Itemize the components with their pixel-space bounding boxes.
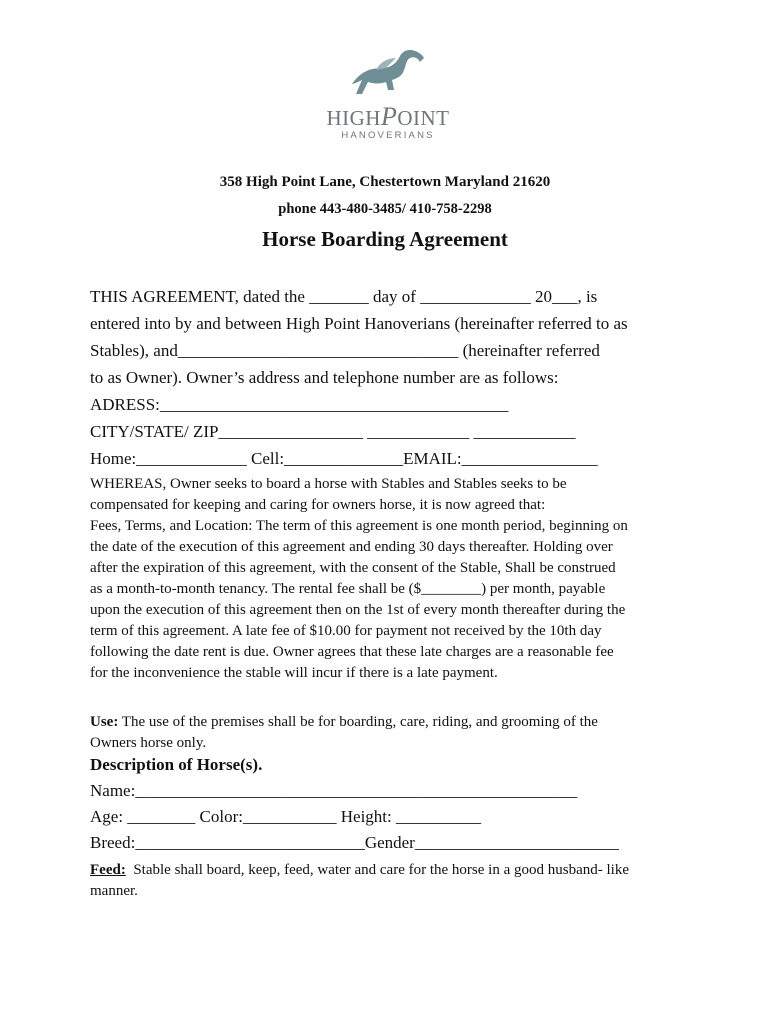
high-point-logo [318,44,458,144]
use-clause [90,714,598,731]
intro-line: Stables), and_________________________________ (hereinafter referred [90,341,600,360]
feed-clause-line2: manner. [90,883,138,899]
feed-label: Feed: [90,862,126,878]
whereas-line: compensated for keeping and caring for owners horse, it is now agreed that: [90,497,546,513]
address-field-line: ADRESS:_________________________________________ [90,395,509,414]
horse-logo-icon [346,44,430,104]
intro-line: THIS AGREEMENT, dated the _______ day of _____________ 20___, is [90,287,598,306]
whereas-line: the date of the execution of this agreement and ending 30 days thereafter. Holding over [90,539,613,555]
logo-wordmark: HIGHPOINT [326,102,450,131]
intro-line: to as Owner). Owner’s address and telephone number are as follows: [90,368,559,387]
whereas-line: Fees, Terms, and Location: The term of this agreement is one month period, beginning on [90,518,628,534]
intro-line: entered into by and between High Point Hanoverians (hereinafter referred to as [90,314,628,333]
page-title: Horse Boarding Agreement [262,227,508,251]
whereas-line: upon the execution of this agreement then on the 1st of every month thereafter during the [90,602,626,618]
contact-line: Home:_____________ Cell:______________EMAIL:________________ [90,449,598,468]
whereas-line: following the date rent is due. Owner agrees that these late charges are a reasonable fee [90,644,614,660]
whereas-line: for the inconvenience the stable will incur if there is a late payment. [90,665,498,681]
whereas-line: after the expiration of this agreement, with the consent of the Stable, Shall be construed [90,560,616,576]
stable-phone: phone 443-480-3485/ 410-758-2298 [278,201,492,217]
stable-address: 358 High Point Lane, Chestertown Maryland 21620 [219,174,551,190]
use-clause-line2: Owners horse only. [90,735,207,751]
horse-breed-gender-line: Breed:___________________________Gender________________________ [90,833,619,852]
horse-age-color-height-line: Age: ________ Color:___________ Height: __________ [90,807,481,826]
whereas-line: WHEREAS, Owner seeks to board a horse with Stables and Stables seeks to be [90,476,567,492]
whereas-line: as a month-to-month tenancy. The rental fee shall be ($________) per month, payable [90,581,606,597]
feed-text: Stable shall board, keep, feed, water and care for the horse in a good husband- like [125,862,629,878]
feed-clause [90,862,629,879]
horse-name-line: Name:____________________________________________________ [90,781,578,800]
logo-subtitle: HANOVERIANS [341,130,435,141]
whereas-line: term of this agreement. A late fee of $10.00 for payment not received by the 10th day [90,623,602,639]
use-text: The use of the premises shall be for boarding, care, riding, and grooming of the [118,714,598,730]
use-label: Use: [90,714,119,730]
city-state-zip-line: CITY/STATE/ ZIP_________________ ____________ ____________ [90,422,576,441]
horse-description-heading: Description of Horse(s). [90,755,263,774]
